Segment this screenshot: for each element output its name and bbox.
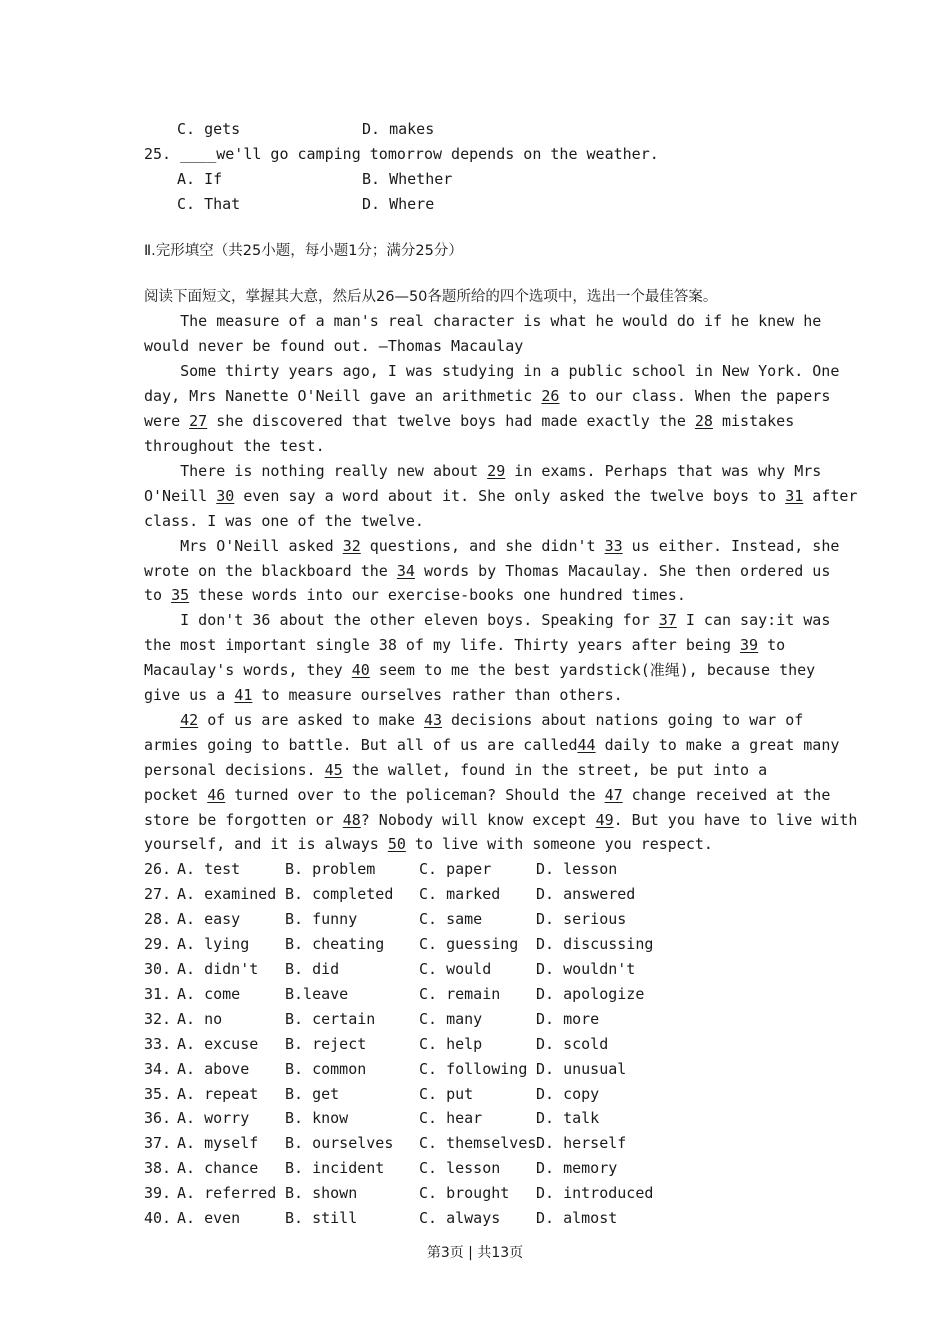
passage-line	[144, 434, 814, 459]
passage-text: she discovered that twelve boys had made exactly the	[207, 412, 695, 431]
option-a: A. excuse	[177, 1034, 259, 1053]
option-d: D. scold	[536, 1034, 609, 1053]
option-a: A. even	[177, 1209, 241, 1228]
option-b: B. incident	[285, 1159, 385, 1178]
passage-text: to	[144, 586, 172, 605]
passage-text: O'Neill	[144, 486, 217, 505]
option-row	[144, 1057, 814, 1082]
option-b: B. completed	[285, 885, 394, 904]
question-number: 40.	[144, 1209, 172, 1228]
passage-text: yourself, and it is always	[144, 835, 388, 854]
option-c: C. same	[419, 910, 483, 929]
option-c: C. brought	[419, 1184, 510, 1203]
option-c: C. gets	[177, 120, 241, 138]
passage-text: Macaulay's words, they	[144, 661, 352, 680]
passage-line	[144, 583, 814, 608]
option-a: A. no	[177, 1009, 223, 1028]
option-a: A. examined	[177, 885, 277, 904]
blank-number: 40	[351, 661, 370, 680]
option-d: D. herself	[536, 1134, 627, 1153]
passage-line	[144, 658, 814, 683]
passage-line	[144, 633, 814, 658]
passage-text: I can say:it was	[676, 611, 831, 630]
option-d: D. wouldn't	[536, 960, 636, 978]
passage-text: Mrs O'Neill asked	[144, 536, 343, 555]
exam-page	[144, 117, 858, 1231]
option-b: B. did	[285, 960, 340, 978]
option-d: D. answered	[536, 885, 636, 904]
passage-line	[144, 334, 814, 359]
section-title: Ⅱ.完形填空（共25小题，每小题1分；满分25分）	[144, 242, 463, 259]
option-b: B. funny	[285, 910, 358, 929]
option-b: B. still	[285, 1209, 358, 1228]
question-24-options	[144, 117, 814, 142]
option-a: A. lying	[177, 935, 250, 954]
passage-text: questions, and she didn't	[360, 536, 605, 555]
blank-number: 29	[487, 461, 506, 480]
passage-text: . But you have to live with	[613, 810, 858, 829]
question-number: 38.	[144, 1159, 172, 1178]
option-b: B. reject	[285, 1034, 367, 1053]
passage-text: seem to me the best yardstick(准绳), because they	[369, 661, 816, 680]
blank-number: 46	[207, 785, 226, 804]
option-d: D. more	[536, 1009, 600, 1028]
passage-line	[144, 758, 814, 783]
blank-number: 47	[604, 785, 623, 804]
passage-text: I don't 36 about the other eleven boys. Speaking for	[144, 611, 659, 630]
passage-text: Some thirty years ago, I was studying in a public school in New York. One	[144, 362, 840, 381]
blank-number: 33	[604, 536, 623, 555]
option-d: D. almost	[536, 1209, 618, 1228]
option-a: A. test	[177, 860, 241, 879]
section-instruction: 阅读下面短文，掌握其大意，然后从26—50各题所给的四个选项中，选出一个最佳答案。	[144, 288, 718, 305]
option-a: A. If	[177, 169, 223, 188]
passage-text: mistakes	[712, 412, 795, 431]
option-c: C. guessing	[419, 935, 519, 954]
passage-text: store be forgotten or	[144, 810, 343, 829]
option-d: D. Where	[362, 194, 435, 213]
passage-line	[144, 384, 831, 409]
passage-text: There is nothing really new about	[144, 461, 488, 480]
option-row	[144, 1106, 814, 1131]
option-b: B. certain	[285, 1009, 376, 1028]
option-a: A. worry	[177, 1109, 250, 1128]
passage-text: even say a word about it. She only asked the twelve boys to	[234, 486, 786, 505]
passage-text: class. I was one of the twelve.	[144, 511, 424, 530]
question-number: 27.	[144, 885, 172, 904]
passage-text: to our class. When the papers	[559, 387, 831, 406]
passage-text: after	[803, 486, 858, 505]
blank-number: 49	[595, 810, 614, 829]
question-number: 32.	[144, 1009, 172, 1028]
blank-number: 41	[234, 686, 253, 705]
passage-text: in exams. Perhaps that was why Mrs	[505, 461, 822, 480]
blank-number: 42	[180, 710, 199, 729]
option-row	[144, 957, 814, 982]
option-a: A. repeat	[177, 1084, 259, 1103]
option-row	[144, 982, 814, 1007]
passage-text: of us are asked to make	[198, 710, 424, 729]
option-b: B. Whether	[362, 169, 453, 188]
passage-text: pocket	[144, 785, 208, 804]
option-b: B. shown	[285, 1184, 358, 1203]
passage-text: these words into our exercise-books one hundred times.	[189, 586, 686, 605]
option-row	[144, 1131, 814, 1156]
option-d: D. makes	[362, 120, 435, 138]
passage-text: turned over to the policeman? Should the	[225, 785, 605, 804]
option-b: B. problem	[285, 860, 376, 879]
option-d: D. memory	[536, 1159, 618, 1178]
blank-number: 32	[342, 536, 361, 555]
question-number: 30.	[144, 960, 172, 978]
option-c: C. themselves	[419, 1134, 537, 1153]
passage-text: us either. Instead, she	[622, 536, 840, 555]
blank-number: 48	[342, 810, 361, 829]
passage-line	[144, 608, 831, 633]
option-b: B. ourselves	[285, 1134, 394, 1153]
cloze-passage	[144, 309, 858, 857]
question-number: 34.	[144, 1059, 172, 1078]
blank-number: 37	[658, 611, 677, 630]
blank-number: 28	[694, 412, 713, 431]
passage-text: armies going to battle. But all of us are called	[144, 735, 578, 754]
option-c: C. following	[419, 1059, 528, 1078]
question-number: 33.	[144, 1034, 172, 1053]
option-c: C. paper	[419, 860, 492, 879]
option-d: D. discussing	[536, 935, 654, 954]
passage-text: would never be found out. —Thomas Macaulay	[144, 337, 524, 356]
blank-number: 35	[171, 586, 190, 605]
option-row	[144, 882, 814, 907]
blank-number: 44	[577, 735, 596, 754]
passage-text: to measure ourselves rather than others.	[252, 686, 623, 705]
option-row	[144, 857, 814, 882]
option-b: B.leave	[285, 984, 349, 1003]
option-a: A. come	[177, 984, 241, 1003]
passage-line	[144, 459, 822, 484]
blank-number: 43	[423, 710, 443, 729]
question-number: 39.	[144, 1184, 172, 1203]
question-number: 26.	[144, 860, 172, 879]
passage-line	[144, 808, 858, 833]
option-d: D. unusual	[536, 1059, 627, 1078]
passage-text: words by Thomas Macaulay. She then ordered us	[414, 561, 831, 580]
blank-number: 34	[396, 561, 415, 580]
passage-line	[144, 309, 822, 334]
question-25-options-ab	[144, 167, 814, 192]
option-c: C. help	[419, 1034, 483, 1053]
option-row	[144, 907, 814, 932]
question-number: 29.	[144, 935, 172, 954]
question-25-stem: 25. ____we'll go camping tomorrow depends on the weather.	[144, 144, 659, 163]
option-c: C. put	[419, 1084, 474, 1103]
option-c: C. would	[419, 960, 492, 978]
option-c: C. lesson	[419, 1159, 501, 1178]
passage-text: decisions about nations going to war of	[442, 710, 804, 729]
passage-line	[144, 359, 840, 384]
passage-text: to	[758, 636, 786, 655]
passage-line	[144, 409, 814, 434]
passage-text: day, Mrs Nanette O'Neill gave an arithmetic	[144, 387, 542, 406]
option-row	[144, 1206, 814, 1231]
option-a: A. easy	[177, 910, 241, 929]
passage-line	[144, 733, 840, 758]
passage-text: give us a	[144, 686, 235, 705]
question-number: 37.	[144, 1134, 172, 1153]
passage-line	[144, 832, 814, 857]
option-c: C. hear	[419, 1109, 483, 1128]
option-row	[144, 932, 814, 957]
option-d: D. copy	[536, 1084, 600, 1103]
option-row	[144, 1156, 814, 1181]
option-d: D. talk	[536, 1109, 600, 1128]
passage-line	[144, 559, 831, 584]
option-d: D. serious	[536, 910, 627, 929]
passage-text: the wallet, found in the street, be put into a	[342, 760, 768, 779]
option-c: C. always	[419, 1209, 501, 1228]
passage-text: wrote on the blackboard the	[144, 561, 397, 580]
passage-text	[144, 711, 180, 729]
option-row	[144, 1032, 814, 1057]
blank-number: 39	[740, 636, 759, 655]
blank-number: 26	[541, 387, 560, 406]
passage-text: The measure of a man's real character is what he would do if he knew he	[144, 312, 822, 331]
option-a: A. didn't	[177, 960, 259, 978]
option-a: A. referred	[177, 1184, 277, 1203]
passage-text: the most important single 38 of my life. Thirty years after being	[144, 636, 741, 655]
passage-text: daily to make a great many	[595, 735, 840, 754]
options-list	[144, 857, 814, 1231]
option-row	[144, 1082, 814, 1107]
question-number: 35.	[144, 1084, 172, 1103]
passage-line	[144, 783, 831, 808]
question-25-options-cd	[144, 192, 814, 217]
option-b: B. common	[285, 1059, 367, 1078]
option-row	[144, 1007, 814, 1032]
passage-text: were	[144, 412, 190, 431]
option-b: B. cheating	[285, 935, 385, 954]
passage-line	[144, 708, 814, 733]
option-c: C. many	[419, 1009, 483, 1028]
option-a: A. above	[177, 1059, 250, 1078]
passage-line	[144, 683, 814, 708]
option-c: C. remain	[419, 984, 501, 1003]
passage-text: throughout the test.	[144, 436, 325, 455]
blank-number: 31	[785, 486, 804, 505]
option-d: D. apologize	[536, 984, 645, 1003]
passage-text: change received at the	[622, 785, 831, 804]
option-a: A. chance	[177, 1159, 259, 1178]
option-d: D. lesson	[536, 860, 618, 879]
option-a: A. myself	[177, 1134, 259, 1153]
passage-line	[144, 484, 858, 509]
passage-text: ? Nobody will know except	[360, 810, 596, 829]
page-footer: 第3页 | 共13页	[426, 1245, 524, 1261]
question-number: 28.	[144, 910, 172, 929]
passage-text: personal decisions.	[144, 760, 325, 779]
option-c: C. That	[177, 194, 241, 213]
option-d: D. introduced	[536, 1184, 654, 1203]
option-row	[144, 1181, 814, 1206]
option-b: B. get	[285, 1084, 340, 1103]
blank-number: 27	[189, 412, 208, 431]
blank-number: 45	[324, 760, 343, 779]
blank-number: 30	[216, 486, 235, 505]
passage-line	[144, 509, 814, 534]
passage-line	[144, 534, 840, 559]
option-b: B. know	[285, 1109, 349, 1128]
blank-number: 50	[387, 835, 406, 854]
question-number: 36.	[144, 1109, 172, 1128]
option-c: C. marked	[419, 885, 501, 904]
passage-text: to live with someone you respect.	[405, 835, 713, 854]
question-number: 31.	[144, 984, 172, 1003]
